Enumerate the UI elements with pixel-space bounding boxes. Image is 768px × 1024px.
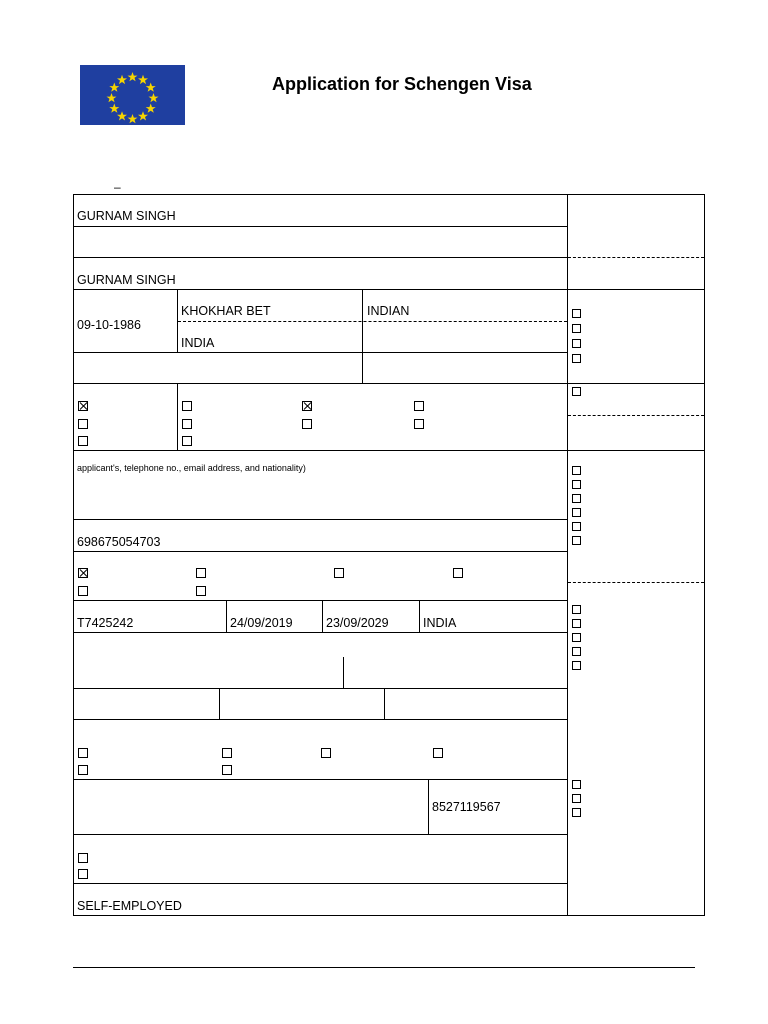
official-checkbox-6[interactable] bbox=[572, 466, 581, 475]
issued-by-value[interactable]: INDIA bbox=[423, 616, 457, 630]
doc-service-checkbox[interactable] bbox=[334, 568, 344, 578]
doc-other-checkbox[interactable] bbox=[196, 586, 206, 596]
civil-widowed-checkbox[interactable] bbox=[414, 419, 424, 429]
residence-option-2-checkbox[interactable] bbox=[222, 748, 232, 758]
v-passport-3 bbox=[419, 600, 420, 632]
right-sep-3 bbox=[568, 582, 704, 583]
official-checkbox-17[interactable] bbox=[572, 780, 581, 789]
first-name-value[interactable]: GURNAM SINGH bbox=[77, 273, 176, 287]
row-line-11 bbox=[73, 688, 567, 689]
official-checkbox-5[interactable] bbox=[572, 387, 581, 396]
row-line-12 bbox=[73, 719, 567, 720]
official-checkbox-4[interactable] bbox=[572, 354, 581, 363]
row-line-6 bbox=[73, 450, 567, 451]
sex-female-checkbox[interactable] bbox=[78, 419, 88, 429]
row-line-8 bbox=[73, 551, 567, 552]
civil-other-checkbox[interactable] bbox=[182, 436, 192, 446]
doc-official-checkbox[interactable] bbox=[453, 568, 463, 578]
surname-value[interactable]: GURNAM SINGH bbox=[77, 209, 176, 223]
v-dob-divider bbox=[177, 289, 178, 352]
civil-partnership-checkbox[interactable] bbox=[414, 401, 424, 411]
v-phone-divider bbox=[428, 779, 429, 834]
v-nationality-divider bbox=[362, 289, 363, 383]
residence-yes-checkbox[interactable] bbox=[78, 869, 88, 879]
official-checkbox-11[interactable] bbox=[572, 536, 581, 545]
right-sep-2 bbox=[568, 415, 704, 416]
row-line-9 bbox=[73, 600, 567, 601]
official-checkbox-7[interactable] bbox=[572, 480, 581, 489]
row-dash-1 bbox=[178, 321, 567, 322]
expiry-date-value[interactable]: 23/09/2029 bbox=[326, 616, 389, 630]
sex-male-checkbox[interactable] bbox=[78, 401, 88, 411]
right-line-2 bbox=[568, 383, 704, 384]
v-row-3col-2 bbox=[384, 688, 385, 719]
row-line-4 bbox=[73, 352, 567, 353]
official-checkbox-13[interactable] bbox=[572, 619, 581, 628]
right-line-3 bbox=[568, 450, 704, 451]
right-line-1 bbox=[568, 289, 704, 290]
official-checkbox-16[interactable] bbox=[572, 661, 581, 670]
official-checkbox-3[interactable] bbox=[572, 339, 581, 348]
v-row-split bbox=[343, 657, 344, 688]
civil-divorced-checkbox[interactable] bbox=[302, 419, 312, 429]
doc-ordinary-passport-checkbox[interactable] bbox=[78, 568, 88, 578]
residence-option-6-checkbox[interactable] bbox=[222, 765, 232, 775]
official-checkbox-2[interactable] bbox=[572, 324, 581, 333]
row-line-14 bbox=[73, 834, 567, 835]
row-line-5 bbox=[73, 383, 567, 384]
national-id-value[interactable]: 698675054703 bbox=[77, 535, 161, 549]
official-checkbox-14[interactable] bbox=[572, 633, 581, 642]
residence-option-3-checkbox[interactable] bbox=[321, 748, 331, 758]
civil-separated-checkbox[interactable] bbox=[182, 419, 192, 429]
official-checkbox-1[interactable] bbox=[572, 309, 581, 318]
page-title: Application for Schengen Visa bbox=[272, 74, 532, 94]
issue-date-value[interactable]: 24/09/2019 bbox=[230, 616, 293, 630]
row-line-13 bbox=[73, 779, 567, 780]
civil-married-checkbox[interactable] bbox=[302, 401, 312, 411]
right-sep-1 bbox=[568, 257, 704, 258]
guardian-note: applicant's, telephone no., email address, and nationality) bbox=[77, 463, 306, 473]
v-row-3col-1 bbox=[219, 688, 220, 719]
date-of-birth-value[interactable]: 09-10-1986 bbox=[77, 318, 141, 332]
form-frame bbox=[73, 194, 705, 916]
row-line-15 bbox=[73, 883, 567, 884]
v-passport-1 bbox=[226, 600, 227, 632]
country-of-birth-value[interactable]: INDIA bbox=[181, 336, 215, 350]
row-line-1 bbox=[73, 226, 567, 227]
residence-option-4-checkbox[interactable] bbox=[433, 748, 443, 758]
residence-option-1-checkbox[interactable] bbox=[78, 748, 88, 758]
occupation-value[interactable]: SELF-EMPLOYED bbox=[77, 899, 182, 913]
official-checkbox-15[interactable] bbox=[572, 647, 581, 656]
dash-mark: – bbox=[114, 180, 121, 194]
passport-number-value[interactable]: T7425242 bbox=[77, 616, 134, 630]
official-checkbox-19[interactable] bbox=[572, 808, 581, 817]
residence-option-5-checkbox[interactable] bbox=[78, 765, 88, 775]
right-column-divider bbox=[567, 194, 568, 916]
doc-diplomatic-checkbox[interactable] bbox=[196, 568, 206, 578]
official-checkbox-18[interactable] bbox=[572, 794, 581, 803]
v-sex-divider bbox=[177, 383, 178, 450]
official-checkbox-12[interactable] bbox=[572, 605, 581, 614]
official-checkbox-8[interactable] bbox=[572, 494, 581, 503]
sex-other-checkbox[interactable] bbox=[78, 436, 88, 446]
telephone-value[interactable]: 8527119567 bbox=[432, 800, 501, 814]
official-checkbox-10[interactable] bbox=[572, 522, 581, 531]
residence-no-checkbox[interactable] bbox=[78, 853, 88, 863]
nationality-value[interactable]: INDIAN bbox=[367, 304, 410, 318]
row-line-3 bbox=[73, 289, 567, 290]
eu-flag-logo bbox=[80, 65, 185, 125]
v-passport-2 bbox=[322, 600, 323, 632]
doc-special-checkbox[interactable] bbox=[78, 586, 88, 596]
row-line-2 bbox=[73, 257, 567, 258]
row-line-10 bbox=[73, 632, 567, 633]
civil-single-checkbox[interactable] bbox=[182, 401, 192, 411]
row-line-7 bbox=[73, 519, 567, 520]
official-checkbox-9[interactable] bbox=[572, 508, 581, 517]
footer-rule bbox=[73, 967, 695, 968]
place-of-birth-value[interactable]: KHOKHAR BET bbox=[181, 304, 271, 318]
